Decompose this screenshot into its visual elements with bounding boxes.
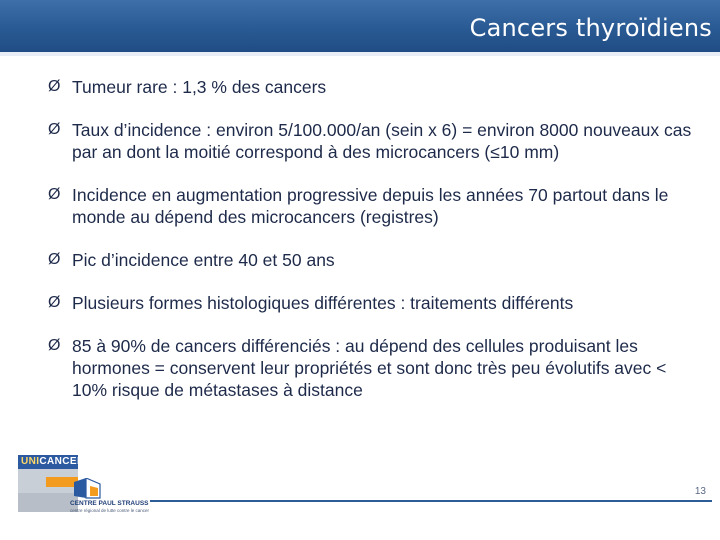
bullet-text: Pic d’incidence entre 40 et 50 ans: [72, 250, 335, 270]
arrow-bullet-icon: Ø: [48, 78, 61, 95]
logo-text-cancer: CANCER: [39, 456, 85, 467]
bullet-list: [48, 76, 698, 422]
arrow-bullet-icon: Ø: [48, 337, 61, 354]
arrow-bullet-icon: Ø: [48, 186, 61, 203]
centre-name: CENTRE PAUL STRAUSS: [70, 500, 149, 507]
logo-text: [21, 456, 85, 467]
arrow-bullet-icon: Ø: [48, 121, 61, 138]
slide-title: Cancers thyroïdiens: [469, 14, 712, 42]
bullet-item: [48, 184, 698, 228]
bullet-text: Plusieurs formes histologiques différentes : traitements différents: [72, 293, 574, 313]
page-number: 13: [694, 486, 706, 497]
bullet-text: Incidence en augmentation progressive depuis les années 70 partout dans le monde au dépend des microcancers (registres): [72, 185, 669, 227]
bullet-item: [48, 76, 698, 98]
centre-tagline: centre régional de lutte contre le cancer: [70, 508, 150, 513]
bullet-item: [48, 249, 698, 271]
footer-divider: [150, 500, 712, 502]
arrow-bullet-icon: Ø: [48, 294, 61, 311]
bullet-item: [48, 335, 698, 401]
logo-text-uni: UNI: [21, 456, 40, 467]
arrow-bullet-icon: Ø: [48, 251, 61, 268]
slide-header: [0, 0, 720, 56]
bullet-text: 85 à 90% de cancers différenciés : au dépend des cellules produisant les hormones = conservent leur propriétés et sont donc très peu évolutifs avec < 10% risque de métastases à distance: [72, 336, 667, 400]
bullet-item: [48, 292, 698, 314]
bullet-text: Taux d’incidence : environ 5/100.000/an (sein x 6) = environ 8000 nouveaux cas par an dont la moitié correspond à des microcancers (≤10 mm): [72, 120, 692, 162]
bullet-text: Tumeur rare : 1,3 % des cancers: [72, 77, 327, 97]
centre-paul-strauss-logo: [68, 478, 150, 515]
centre-logo-mark-icon: [72, 478, 102, 500]
bullet-item: [48, 119, 698, 163]
